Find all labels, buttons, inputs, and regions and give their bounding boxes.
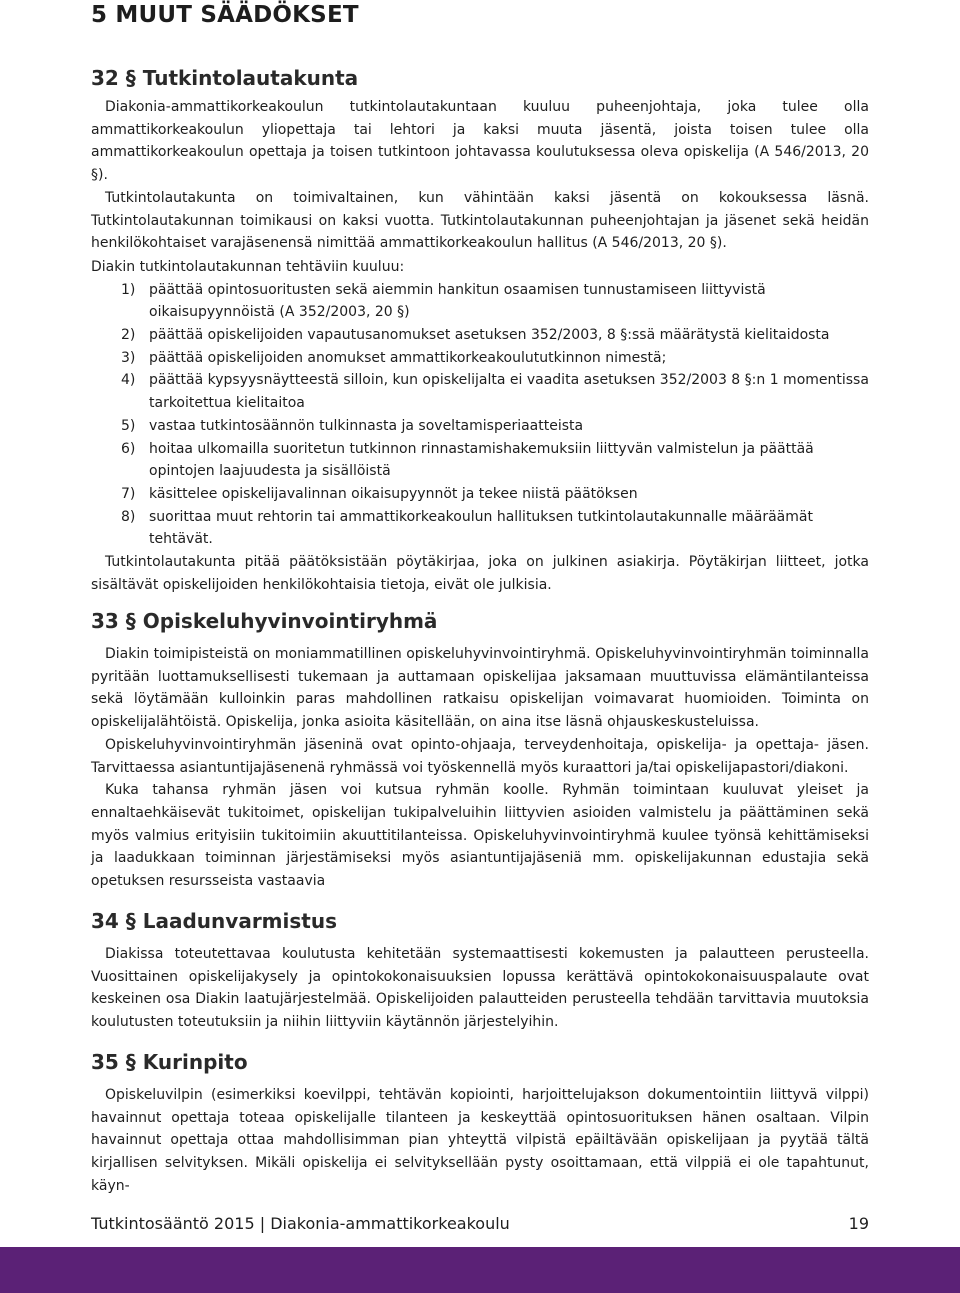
section-33-paragraph-3: Kuka tahansa ryhmän jäsen voi kutsua ryhmän koolle. Ryhmän toimintaan kuuluvat yleiset ja ennaltaehkäisevät tukitoimet, opiskelijan tukipalveluihin liittyvien asioiden valmistelu ja päättäminen sekä myös valmius erityisiin tukitoimiin akuuttitilanteissa. Opiskeluhyvinvointiryhmä kuulee työnsä kehittämiseksi ja laadukkaan toiminnan järjestämiseksi myös asiantuntijajäseniä mm. opiskelijakunnan edustajia sekä opetuksen resursseista vastaavia xyxy=(91,782,869,890)
list-item-text: hoitaa ulkomailla suoritetun tutkinnon rinnastamishakemuksiin liittyvän valmistelun ja päättää opintojen laajuudesta ja sisällöistä xyxy=(149,440,814,480)
list-item-number: 5) xyxy=(121,417,136,434)
list-item xyxy=(91,506,869,551)
list-item-number: 8) xyxy=(121,508,136,525)
section-32-list-intro: Diakin tutkintolautakunnan tehtäviin kuuluu: xyxy=(91,258,405,275)
section-33-paragraph-1: Diakin toimipisteistä on moniammatillinen opiskeluhyvinvointiryhmä. Opiskeluhyvinvointiryhmän toiminnalla pyritään luottamuksellisesti tukemaan ja auttamaan opiskelijaa jaksamaan muuttuvissa elämäntilanteissa sekä löytämään kulloinkin paras mahdollinen ratkaisu opiskelijan voimavarat huomioiden. Toiminta on opiskelijalähtöistä. Opiskelija, jonka asioita käsitellään, on aina itse läsnä ohjauskeskusteluissa. xyxy=(91,646,869,731)
list-item xyxy=(91,279,869,324)
duties-list xyxy=(91,279,869,551)
list-item-text: päättää opintosuoritusten sekä aiemmin hankitun osaamisen tunnustamiseen liittyvistä oikaisupyynnöistä (A 352/2003, 20 §) xyxy=(149,281,766,321)
list-item-number: 4) xyxy=(121,372,136,389)
list-item-number: 3) xyxy=(121,349,136,366)
list-item-number: 1) xyxy=(121,281,136,298)
list-item xyxy=(91,369,869,414)
chapter-title: 5 MUUT SÄÄDÖKSET xyxy=(91,2,359,28)
list-item xyxy=(91,324,869,347)
page-number: 19 xyxy=(848,1214,869,1233)
list-item-text: vastaa tutkintosäännön tulkinnasta ja soveltamisperiaatteista xyxy=(149,417,584,434)
footer-bar xyxy=(0,1247,960,1293)
list-item-text: päättää kypsyysnäytteestä silloin, kun opiskelijalta ei vaadita asetuksen 352/2003 8 §:n 1 momentissa tarkoitettua kielitaitoa xyxy=(149,372,869,412)
list-item xyxy=(91,415,869,438)
section-32-paragraph-2: Tutkintolautakunta on toimivaltainen, kun vähintään kaksi jäsentä on kokouksessa läsnä. Tutkintolautakunnan toimikausi on kaksi vuotta. Tutkintolautakunnan puheenjohtajan ja jäsenet sekä heidän henkilökohtaiset varajäsenensä nimittää ammattikorkeakoulun hallitus (A 546/2013, 20 §). xyxy=(91,189,869,252)
section-32-heading: 32 § Tutkintolautakunta xyxy=(91,66,359,90)
list-item xyxy=(91,483,869,506)
list-item-number: 6) xyxy=(121,440,136,457)
list-item-text: päättää opiskelijoiden anomukset ammattikorkeakoulututkinnon nimestä; xyxy=(149,349,667,366)
list-item-text: päättää opiskelijoiden vapautusanomukset asetuksen 352/2003, 8 §:ssä määrätystä kielitaidosta xyxy=(149,327,830,344)
list-item-text: käsittelee opiskelijavalinnan oikaisupyynnöt ja tekee niistä päätöksen xyxy=(149,485,638,502)
section-35-heading: 35 § Kurinpito xyxy=(91,1050,248,1074)
section-32-paragraph-1: Diakonia-ammattikorkeakoulun tutkintolautakuntaan kuuluu puheenjohtaja, joka tulee olla ammattikorkeakoulun yliopettaja tai lehtori ja kaksi muuta jäsentä, joista toisen tulee olla ammattikorkeakoulun opettaja ja toisen tutkintoon johtavassa koulutuksessa oleva opiskelija (A 546/2013, 20 §). xyxy=(91,99,869,184)
list-item-number: 2) xyxy=(121,327,136,344)
section-35-paragraph-1: Opiskeluvilpin (esimerkiksi koevilppi, tehtävän kopiointi, harjoittelujakson dokumentointiin liittyvä vilppi) havainnut opettaja toteaa opiskelijalle tilanteen ja keskeyttää opintosuorituksen hänen osaltaan. Vilpin havainnut opettaja ottaa mahdollisimman pian yhteyttä vilpistä epäiltävään opiskelijaan ja pyytää tältä kirjallisen selvityksen. Mikäli opiskelija ei selvityksellään pysty osoittamaan, että vilppiä ei ole tapahtunut, käyn- xyxy=(91,1087,869,1194)
list-item xyxy=(91,438,869,483)
section-32-body xyxy=(91,96,869,596)
section-34-paragraph-1: Diakissa toteutettavaa koulutusta kehitetään systemaattisesti kokemusten ja palautteen perusteella. Vuosittainen opiskelijakysely ja opintokokonaisuuksien lopussa kerättävä opintokokonaisuuspalaute ovat keskeinen osa Diakin laatujärjestelmää. Opiskelijoiden palautteiden perusteella tehdään tarvittavia muutoksia koulutusten toteutuksiin ja niihin liittyviin käytännön järjestelyihin. xyxy=(91,946,869,1031)
footer-title: Tutkintosääntö 2015 | Diakonia-ammattikorkeakoulu xyxy=(91,1214,510,1233)
list-item xyxy=(91,347,869,370)
section-34-heading: 34 § Laadunvarmistus xyxy=(91,909,337,933)
section-34-body xyxy=(91,943,869,1034)
list-item-text: suorittaa muut rehtorin tai ammattikorkeakoulun hallituksen tutkintolautakunnalle määräämät tehtävät. xyxy=(149,508,813,548)
section-33-paragraph-2: Opiskeluhyvinvointiryhmän jäseninä ovat opinto-ohjaaja, terveydenhoitaja, opiskelija- ja opettaja- jäsen. Tarvittaessa asiantuntijajäsenenä ryhmässä voi työskennellä myös kuraattori ja/tai opiskelijapastori/diakoni. xyxy=(91,736,869,776)
section-33-heading: 33 § Opiskeluhyvinvointiryhmä xyxy=(91,609,438,633)
section-33-body xyxy=(91,643,869,893)
section-32-paragraph-3: Tutkintolautakunta pitää päätöksistään pöytäkirjaa, joka on julkinen asiakirja. Pöytäkirjan liitteet, jotka sisältävät opiskelijoiden henkilökohtaisia tietoja, eivät ole julkisia. xyxy=(91,554,869,593)
list-item-number: 7) xyxy=(121,485,136,502)
section-35-body xyxy=(91,1084,869,1198)
